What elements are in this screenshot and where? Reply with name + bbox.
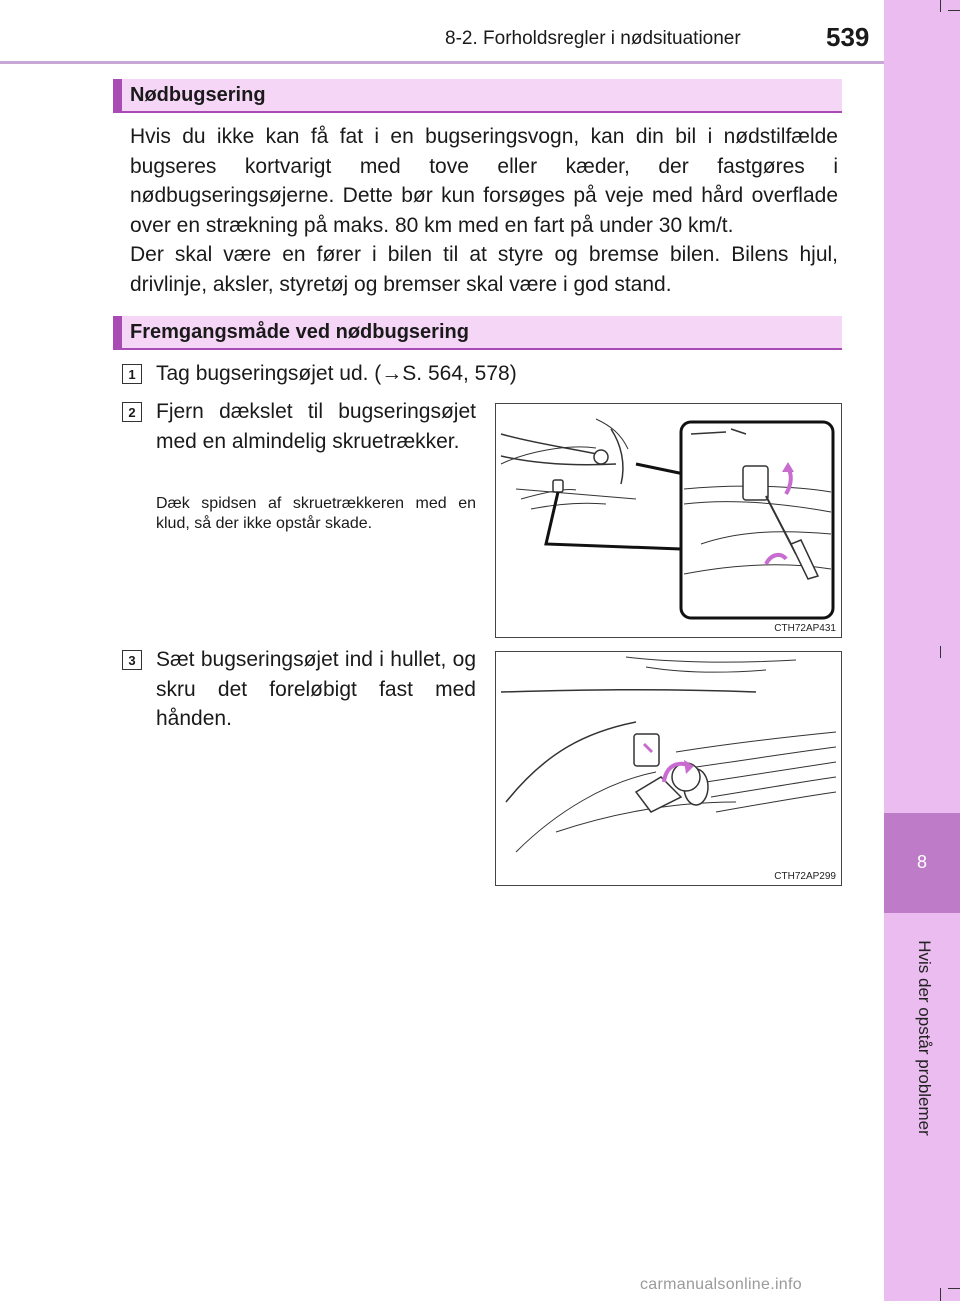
step-number-3: 3 xyxy=(122,650,142,670)
section-heading-procedure xyxy=(113,316,842,350)
intro-text xyxy=(130,122,838,299)
figure-remove-cover-illustration xyxy=(496,404,841,637)
figure-code: CTH72AP431 xyxy=(774,623,836,634)
chapter-title-vertical: Hvis der opstår problemer xyxy=(915,940,934,1136)
step-2-note: Dæk spidsen af skruetrækkeren med en klud, så der ikke opstår skade. xyxy=(156,495,476,532)
chapter-number: 8 xyxy=(916,852,927,872)
intro-paragraph-2: Der skal være en fører i bilen til at styre og bremse bilen. Bilens hjul, drivlinje, aksler, styretøj og bremser skal være i god stand. xyxy=(130,243,838,296)
running-header-title: 8-2. Forholdsregler i nødsituationer xyxy=(445,28,741,49)
crop-mark xyxy=(940,0,941,12)
figure-remove-cover xyxy=(495,403,842,638)
figure-code: CTH72AP299 xyxy=(774,871,836,882)
section-heading-text: Fremgangsmåde ved nødbugsering xyxy=(130,321,469,343)
crop-mark xyxy=(948,10,960,11)
section-heading-text: Nødbugsering xyxy=(130,84,266,106)
intro-paragraph-1: Hvis du ikke kan få fat i en bugseringsvogn, kan din bil i nødstilfælde bugseres kortvarigt med tove eller kæder, der fastgøres i nødbugseringsøjerne. Dette bør kun forsøges på veje med hård overflade over en strækning på maks. 80 km med en fart på under 30 km/t. xyxy=(130,125,838,237)
step-2-text: Fjern dækslet til bugseringsøjet med en almindelig skruetrækker. xyxy=(156,400,476,453)
crop-mark xyxy=(948,1288,960,1289)
page-number: 539 xyxy=(826,22,870,52)
crop-mark xyxy=(940,1288,941,1301)
header-rule xyxy=(0,61,884,64)
figure-insert-towing-eye xyxy=(495,651,842,886)
step-number-2: 2 xyxy=(122,402,142,422)
step-1-text: Tag bugseringsøjet ud. (→S. 564, 578) xyxy=(156,362,517,385)
crop-mark xyxy=(940,646,941,658)
section-heading-emergency-towing xyxy=(113,79,842,113)
step-number-1: 1 xyxy=(122,364,142,384)
watermark: carmanualsonline.info xyxy=(640,1276,802,1293)
step-3-text: Sæt bugseringsøjet ind i hullet, og skru det foreløbigt fast med hånden. xyxy=(156,648,476,730)
figure-insert-towing-eye-illustration xyxy=(496,652,841,885)
